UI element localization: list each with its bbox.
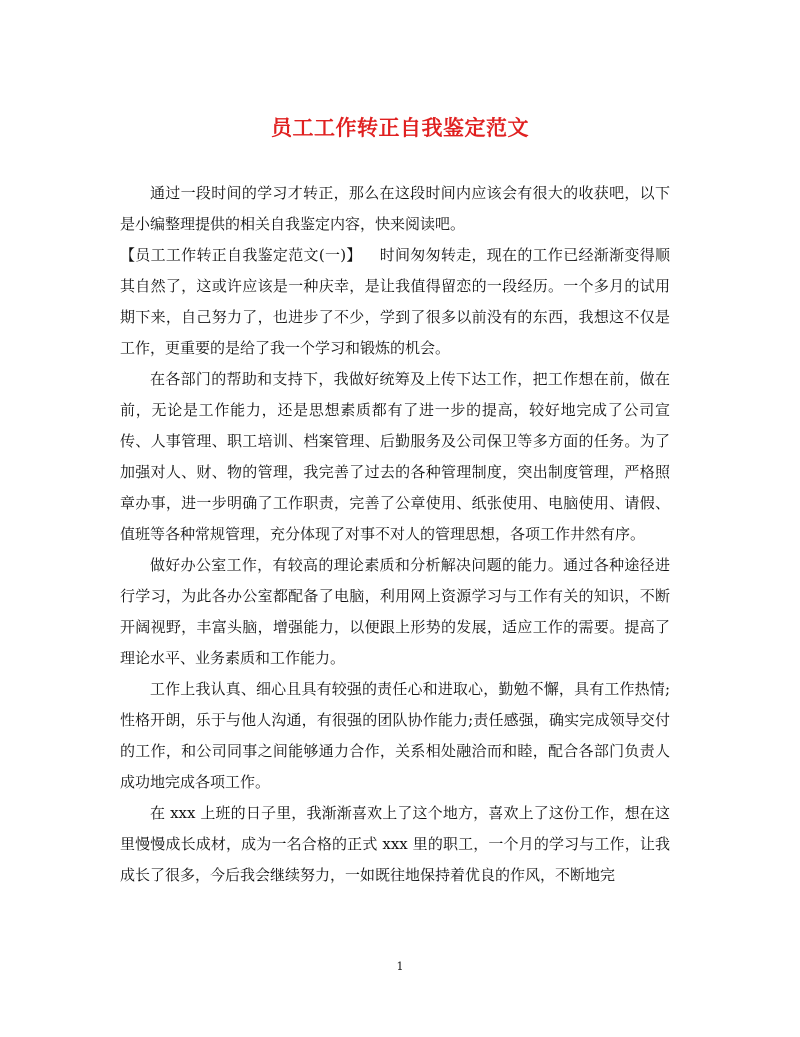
- section-paragraph: [120, 240, 670, 364]
- paragraph-5: 在 xxx 上班的日子里，我渐渐喜欢上了这个地方，喜欢上了这份工作，想在这里慢慢成长成材，成为一名合格的正式 xxx 里的职工，一个月的学习与工作，让我成长了很多，今后我会继续努力，一如既往地保持着优良的作风，不断地完: [120, 804, 670, 884]
- section-heading: 【员工工作转正自我鉴定范文(一)】: [120, 246, 362, 264]
- page-title: 员工工作转正自我鉴定范文: [271, 115, 529, 140]
- paragraph-3: 做好办公室工作，有较高的理论素质和分析解决问题的能力。通过各种途径进行学习，为此各办公室都配备了电脑，利用网上资源学习与工作有关的知识，不断开阔视野，丰富头脑，增强能力，以便跟上形势的发展，适应工作的需要。提高了理论水平、业务素质和工作能力。: [120, 556, 670, 667]
- page-number: 1: [396, 960, 404, 973]
- intro-paragraph: 通过一段时间的学习才转正，那么在这段时间内应该会有很大的收获吧，以下是小编整理提供的相关自我鉴定内容，快来阅读吧。: [120, 184, 670, 233]
- paragraph-4: 工作上我认真、细心且具有较强的责任心和进取心，勤勉不懈，具有工作热情;性格开朗，乐于与他人沟通，有很强的团队协作能力;责任感强，确实完成领导交付的工作，和公司同事之间能够通力合作，关系相处融洽而和睦，配合各部门负责人成功地完成各项工作。: [120, 680, 670, 791]
- document-body: [120, 178, 670, 891]
- paragraph-1-text: 时间匆匆转走，现在的工作已经渐渐变得顺其自然了，这或许应该是一种庆幸，是让我值得留恋的一段经历。一个多月的试用期下来，自己努力了，也进步了不少，学到了很多以前没有的东西，我想这不仅是工作，更重要的是给了我一个学习和锻炼的机会。: [120, 246, 670, 357]
- paragraph-2: 在各部门的帮助和支持下，我做好统筹及上传下达工作，把工作想在前，做在前，无论是工作能力，还是思想素质都有了进一步的提高，较好地完成了公司宣传、人事管理、职工培训、档案管理、后勤服务及公司保卫等多方面的任务。为了加强对人、财、物的管理，我完善了过去的各种管理制度，突出制度管理，严格照章办事，进一步明确了工作职责，完善了公章使用、纸张使用、电脑使用、请假、值班等各种常规管理，充分体现了对事不对人的管理思想，各项工作井然有序。: [120, 370, 670, 543]
